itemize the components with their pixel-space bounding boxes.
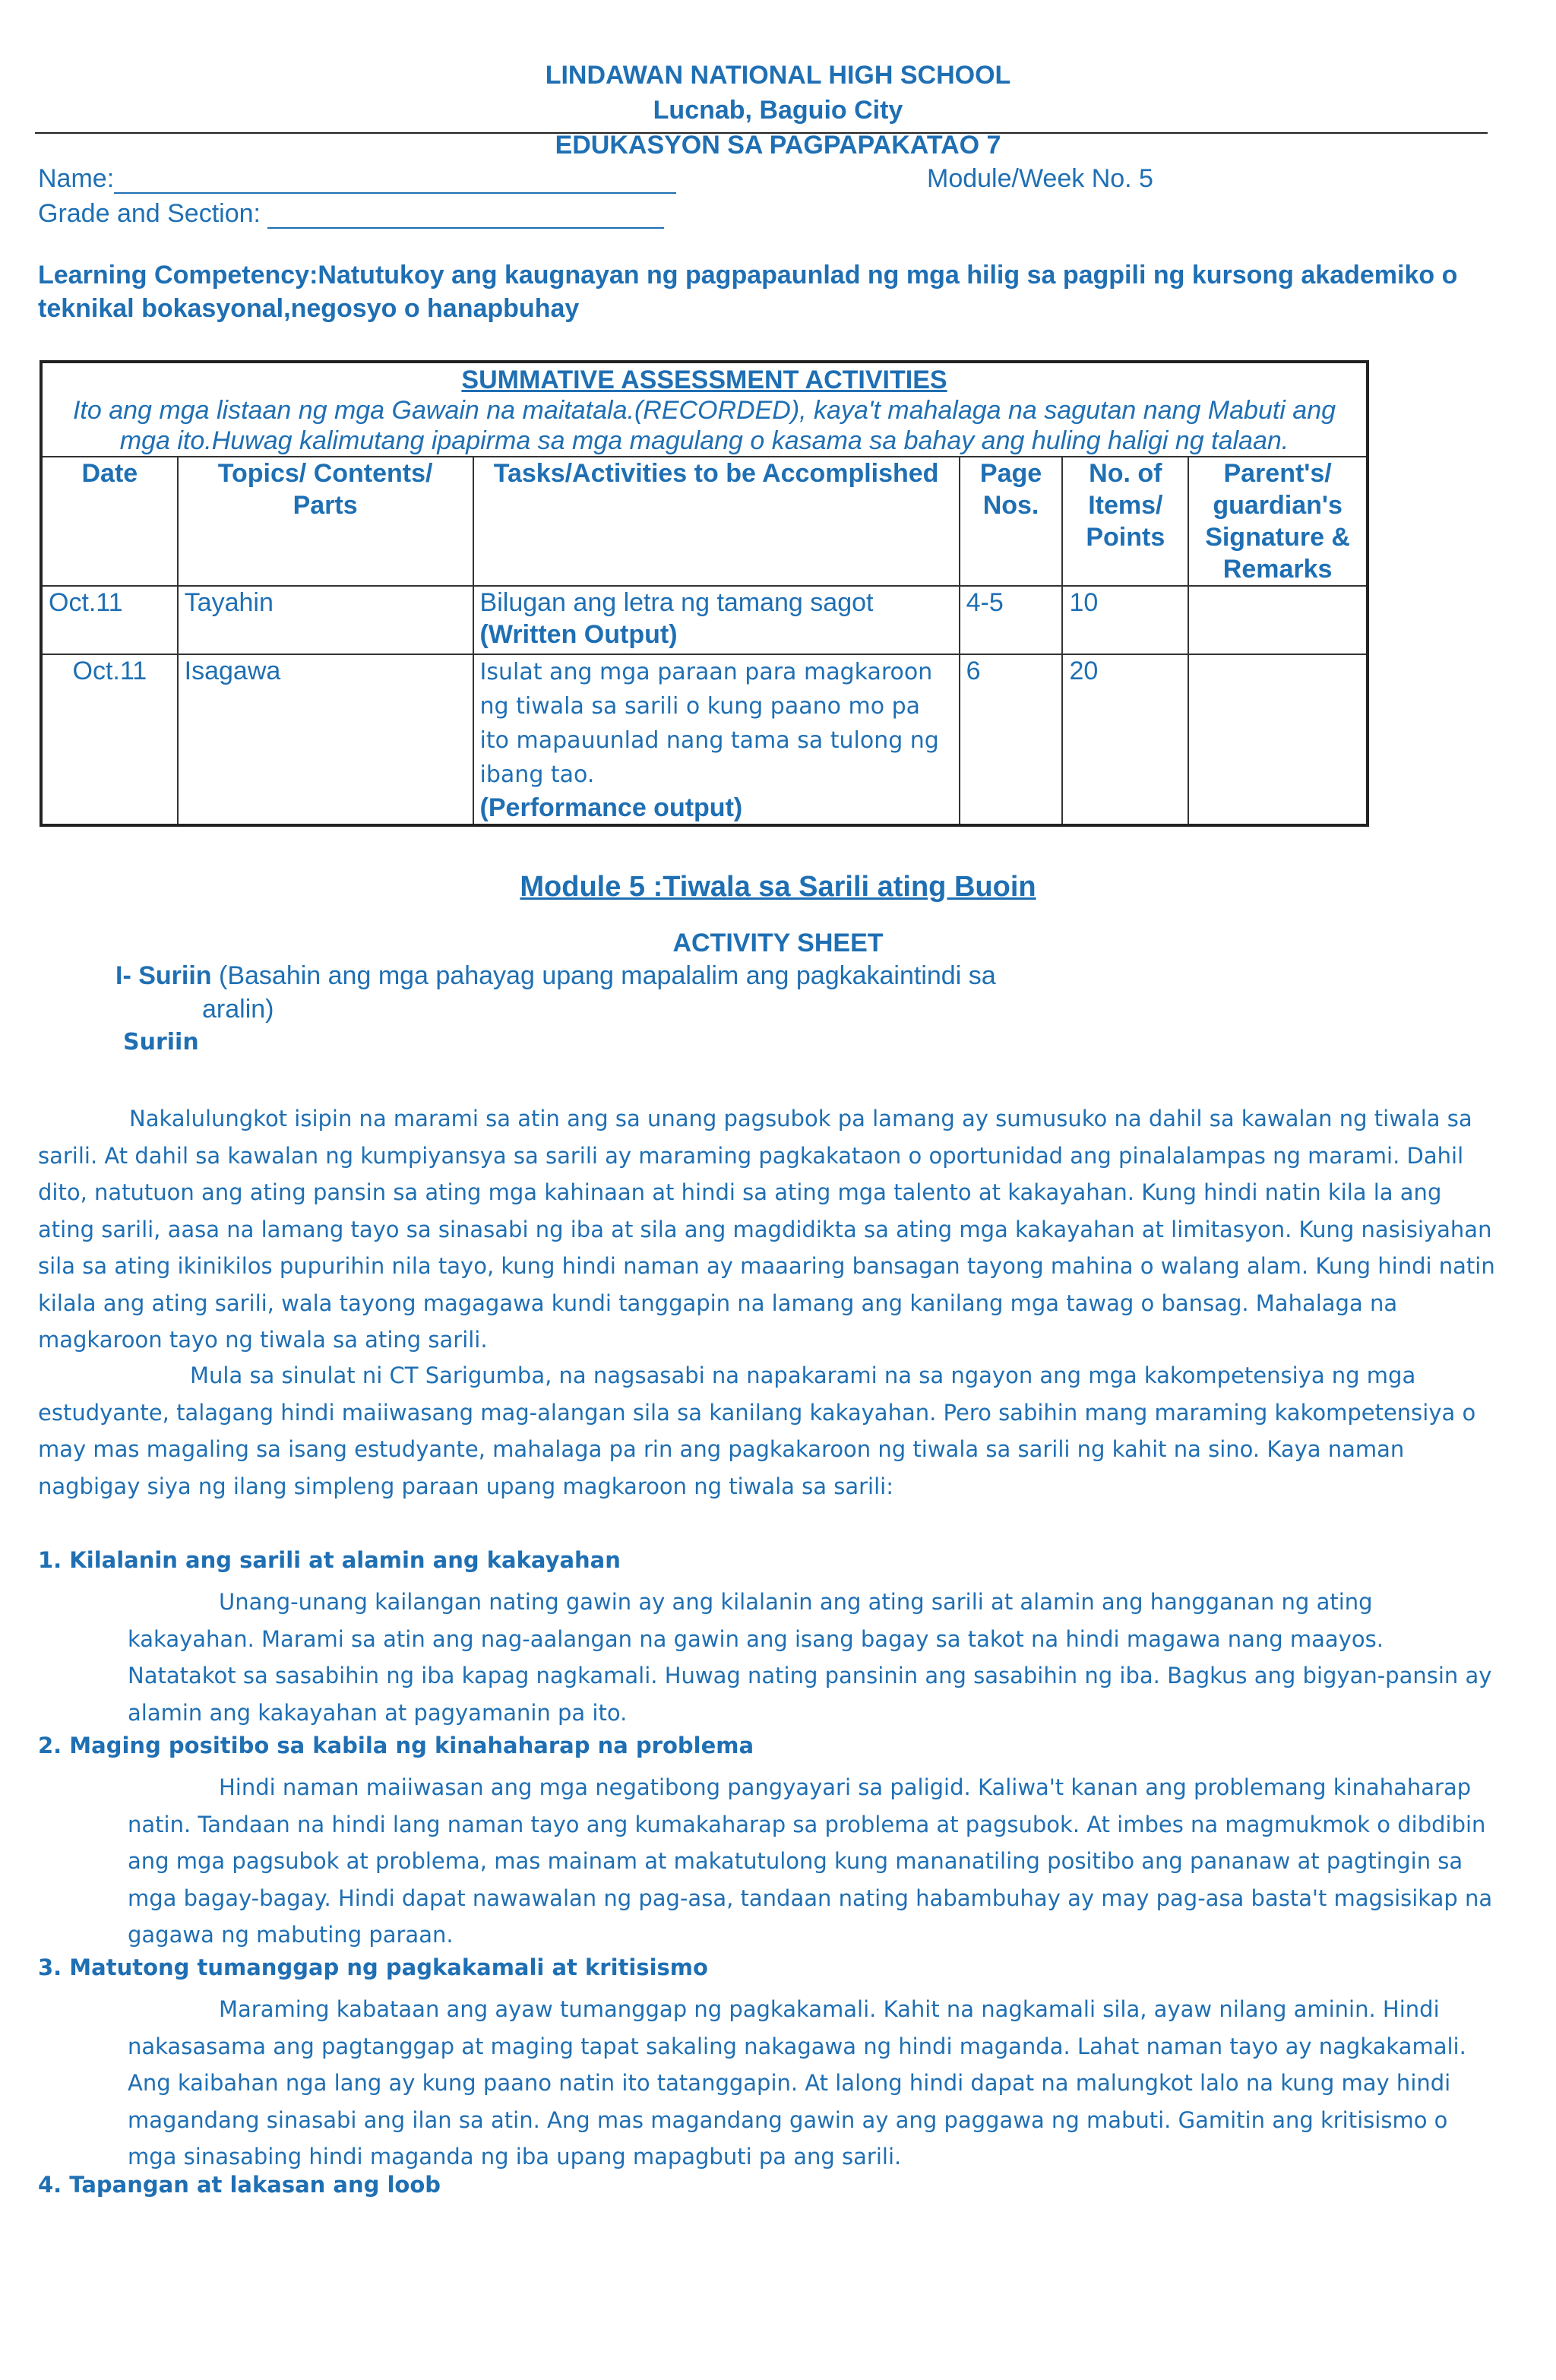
row-topic: Tayahin (178, 586, 473, 654)
activity-sheet-heading: ACTIVITY SHEET (672, 929, 884, 957)
suriin-subheading: Suriin (123, 1029, 199, 1055)
table-intro-cell (41, 362, 1368, 457)
table-title: SUMMATIVE ASSESSMENT ACTIVITIES (461, 366, 947, 394)
row-task (473, 654, 960, 825)
row-signature[interactable] (1188, 654, 1368, 825)
module-week-label: Module/Week No. 5 (927, 164, 1153, 193)
suriin-instruction (115, 959, 1141, 1026)
header-pages: Page Nos. (960, 457, 1063, 586)
row-pages: 4-5 (960, 586, 1063, 654)
suriin-instruction-a: (Basahin ang mga pahayag upang mapalalim ang pagkakaintindi sa (219, 961, 996, 990)
tip-body: Maraming kabataan ang ayaw tumanggap ng pagkakamali. Kahit na nagkamali sila, ayaw nilang aminin. Hindi nakasasama ang pagtanggap at maging tapat sakaling nakagawa ng hindi maganda. Lahat naman tayo ay nagkakamali. Ang kaibahan nga lang ay kung paano natin ito tatanggapin. At lalong hindi dapat na malungkot lalo na kung may hindi magandang sinasabi ang ilan sa atin. Ang mas magandang gawin ay ang paggawa ng mabuti. Gamitin ang kritisismo o mga sinasabing hindi maganda ng iba upang mapagbuti pa ang sarili. (128, 1996, 1466, 2170)
module-title: Module 5 :Tiwala sa Sarili ating Buoin (520, 871, 1036, 903)
table-row (41, 586, 1368, 654)
subject-title: EDUKASYON SA PAGPAPAKATAO 7 (555, 131, 1001, 160)
summative-assessment-table (40, 360, 1369, 827)
header-signature: Parent's/ guardian's Signature & Remarks (1188, 457, 1368, 586)
header-topics: Topics/ Contents/ Parts (178, 457, 473, 586)
table-header-row (41, 457, 1368, 586)
header-tasks: Tasks/Activities to be Accomplished (473, 457, 960, 586)
grade-section-field (38, 199, 664, 229)
tip-title: 1. Kilalanin ang sarili at alamin ang kakayahan (38, 1547, 621, 1573)
tip-body: Unang-unang kailangan nating gawin ay ang kilalanin ang ating sarili at alamin ang hangganan ng ating kakayahan. Marami sa atin ang nag-aalangan na gawin ang isang bagay sa takot na hindi magawa nang maayos. Natatakot sa sasabihin ng iba kapag nagkamali. Huwag nating pansinin ang sasabihin ng iba. Bagkus ang bigyan-pansin ay alamin ang kakayahan at pagyamanin pa ito. (128, 1589, 1492, 1726)
table-intro-text: Ito ang mga listaan ng mga Gawain na maitatala.(RECORDED), kaya't mahalaga na sagutan nang Mabuti ang mga ito.Huwag kalimutang ipapirma sa mga magulang o kasama sa bahay ang huling haligi ng talaan. (72, 396, 1336, 455)
name-field (38, 164, 676, 194)
table-intro-row (41, 362, 1368, 457)
tip-title: 3. Matutong tumanggap ng pagkakamali at kritisismo (38, 1954, 708, 1980)
row-pages: 6 (960, 654, 1063, 825)
row-date: Oct.11 (41, 654, 178, 825)
suriin-instruction-b: aralin) (202, 995, 274, 1024)
body-paragraph-1: Nakalulungkot isipin na marami sa atin ang sa unang pagsubok pa lamang ay sumusuko na dahil sa kawalan ng tiwala sa sarili. At dahil sa kawalan ng kumpiyansya sa sarili ay maraming pagkakataon o oportunidad ang pinalalampas ng marami. Dahil dito, natutuon ang ating pansin sa ating mga kahinaan at hindi sa ating mga talento at kakayahan. Kung hindi natin kila la ang ating sarili, aasa na lamang tayo sa sinasabi ng iba at sila ang magdidikta sa ating mga kakayahan at limitasyon. Kung nasisiyahan sila sa ating ikinikilos pupurihin nila tayo, kung hindi naman ay maaaring bansagan tayong mahina o walang alam. Kung hindi natin kilala ang ating sarili, wala tayong magagawa kundi tanggapin na lamang ang kanilang mga tawag o bansag. Mahalaga na magkaroon tayo ng tiwala sa ating sarili. (38, 1106, 1495, 1353)
table-row (41, 654, 1368, 825)
tip-body: Hindi naman maiiwasan ang mga negatibong pangyayari sa paligid. Kaliwa't kanan ang problemang kinahaharap natin. Tandaan na hindi lang naman tayo ang kumakaharap sa problema at pagsubok. At imbes na magmukmok o dibdibin ang mga pagsubok at problema, mas mainam at makatutulong kung mananatiling positibo ang pananaw at pagtingin sa mga bagay-bagay. Hindi dapat nawawalan ng pag-asa, tandaan nating habambuhay ay may pag-asa basta't magsisikap na gagawa ng mabuting paraan. (128, 1774, 1493, 1948)
suriin-label: I- Suriin (115, 961, 212, 990)
row-items: 10 (1062, 586, 1188, 654)
name-blank-line[interactable] (114, 166, 676, 194)
row-task-text: Bilugan ang letra ng tamang sagot (479, 588, 874, 617)
row-date: Oct.11 (41, 586, 178, 654)
grade-section-label: Grade and Section: (38, 199, 261, 228)
row-signature[interactable] (1188, 586, 1368, 654)
row-task-text: Isulat ang mga paraan para magkaroon ng tiwala sa sarili o kung paano mo pa ito mapauunlad nang tama sa tulong ng ibang tao. (479, 659, 939, 788)
header-date: Date (41, 457, 178, 586)
tip-title: 4. Tapangan at lakasan ang loob (38, 2172, 441, 2198)
school-name: LINDAWAN NATIONAL HIGH SCHOOL (545, 61, 1011, 90)
row-task (473, 586, 960, 654)
grade-section-blank-line[interactable] (267, 201, 664, 229)
school-location: Lucnab, Baguio City (653, 96, 903, 125)
learning-competency: Learning Competency:Natutukoy ang kaugnayan ng pagpapaunlad ng mga hilig sa pagpili ng kursong akademiko o teknikal bokasyonal,negosyo o hanapbuhay (38, 261, 1458, 323)
tip-title: 2. Maging positibo sa kabila ng kinahaharap na problema (38, 1733, 754, 1758)
row-task-output: (Performance output) (479, 793, 743, 822)
header-items: No. of Items/ Points (1062, 457, 1188, 586)
body-paragraph-2: Mula sa sinulat ni CT Sarigumba, na nagsasabi na napakarami na sa ngayon ang mga kakompetensiya ng mga estudyante, talagang hindi maiiwasang mag-alangan sila sa kanilang kakayahan. Pero sabihin mang maraming kakompetensiya o may mas magaling sa isang estudyante, mahalaga pa rin ang pagkakaroon ng tiwala sa sarili ng kahit na sino. Kaya naman nagbigay siya ng ilang simpleng paraan upang magkaroon ng tiwala sa sarili: (38, 1362, 1476, 1499)
name-label: Name: (38, 164, 115, 193)
row-items: 20 (1062, 654, 1188, 825)
row-topic: Isagawa (178, 654, 473, 825)
row-task-output: (Written Output) (479, 620, 678, 649)
